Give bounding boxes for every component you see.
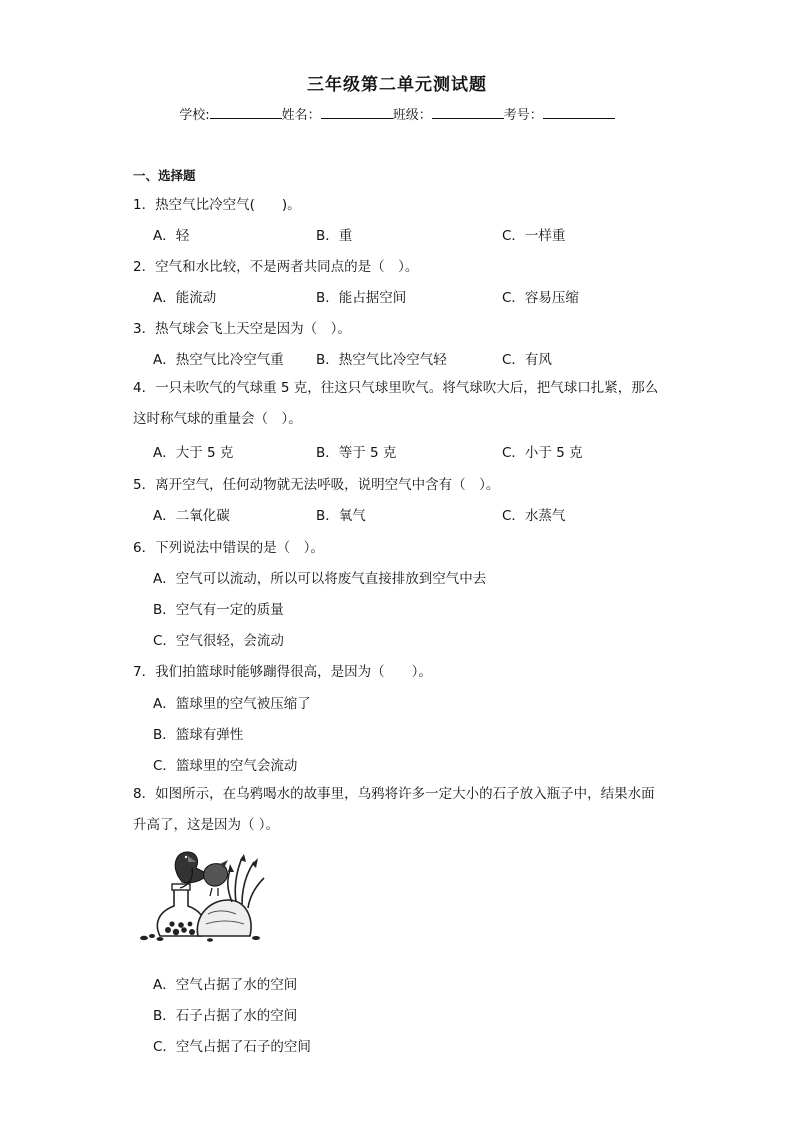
student-info-line (0, 104, 794, 123)
page-title: 三年级第二单元测试题 (307, 75, 487, 95)
question-3-stem: 3．热气球会飞上天空是因为（ ）。 (133, 321, 351, 337)
name-label: 姓名： (281, 108, 321, 123)
option-a[interactable]: A．二氧化碳 (153, 508, 230, 524)
option-c[interactable]: C．容易压缩 (502, 290, 579, 306)
question-8-option-a[interactable]: A．空气占据了水的空间 (153, 977, 298, 993)
option-b[interactable]: B．等于 5 克 (316, 445, 397, 461)
option-a[interactable]: A．轻 (153, 228, 190, 244)
question-8-option-b[interactable]: B．石子占据了水的空间 (153, 1008, 298, 1024)
question-6-option-b[interactable]: B．空气有一定的质量 (153, 602, 284, 618)
question-1-stem: 1．热空气比冷空气( )。 (133, 197, 301, 213)
question-7-option-c[interactable]: C．篮球里的空气会流动 (153, 758, 298, 774)
option-c[interactable]: C．一样重 (502, 228, 566, 244)
question-8-stem: 8．如图所示，在乌鸦喝水的故事里，乌鸦将许多一定大小的石子放入瓶子中，结果水面升高了，这是因为（ ）。 (133, 786, 655, 833)
option-c[interactable]: C．小于 5 克 (502, 445, 583, 461)
exam-number-label: 考号： (503, 108, 543, 123)
question-6-stem: 6．下列说法中错误的是（ ）。 (133, 540, 324, 556)
section-title: 一、选择题 (133, 168, 196, 183)
class-label: 班级： (392, 108, 432, 123)
option-b[interactable]: B．能占据空间 (316, 290, 407, 306)
question-5-stem: 5．离开空气，任何动物就无法呼吸，说明空气中含有（ ）。 (133, 477, 500, 493)
option-b[interactable]: B．热空气比冷空气轻 (316, 352, 447, 368)
option-b[interactable]: B．重 (316, 228, 353, 244)
option-a[interactable]: A．热空气比冷空气重 (153, 352, 284, 368)
crow-drinking-water-illustration (136, 848, 266, 944)
question-4-stem: 4．一只未吹气的气球重 5 克，往这只气球里吹气。将气球吹大后，把气球口扎紧，那么这时称气球的重量会（ ）。 (133, 380, 659, 427)
question-7-option-a[interactable]: A．篮球里的空气被压缩了 (153, 696, 311, 712)
question-2-stem: 2．空气和水比较，不是两者共同点的是（ ）。 (133, 259, 419, 275)
option-a[interactable]: A．能流动 (153, 290, 217, 306)
option-b[interactable]: B．氧气 (316, 508, 366, 524)
question-8-option-c[interactable]: C．空气占据了石子的空间 (153, 1039, 311, 1055)
option-a[interactable]: A．大于 5 克 (153, 445, 234, 461)
question-6-option-c[interactable]: C．空气很轻，会流动 (153, 633, 284, 649)
school-blank[interactable] (210, 106, 282, 119)
class-blank[interactable] (432, 106, 504, 119)
option-c[interactable]: C．水蒸气 (502, 508, 566, 524)
school-label: 学校: (179, 108, 210, 123)
option-c[interactable]: C．有风 (502, 352, 552, 368)
question-6-option-a[interactable]: A．空气可以流动，所以可以将废气直接排放到空气中去 (153, 571, 487, 587)
name-blank[interactable] (321, 106, 393, 119)
question-7-stem: 7．我们拍篮球时能够蹦得很高，是因为（ ）。 (133, 664, 432, 680)
question-7-option-b[interactable]: B．篮球有弹性 (153, 727, 244, 743)
exam-number-blank[interactable] (543, 106, 615, 119)
